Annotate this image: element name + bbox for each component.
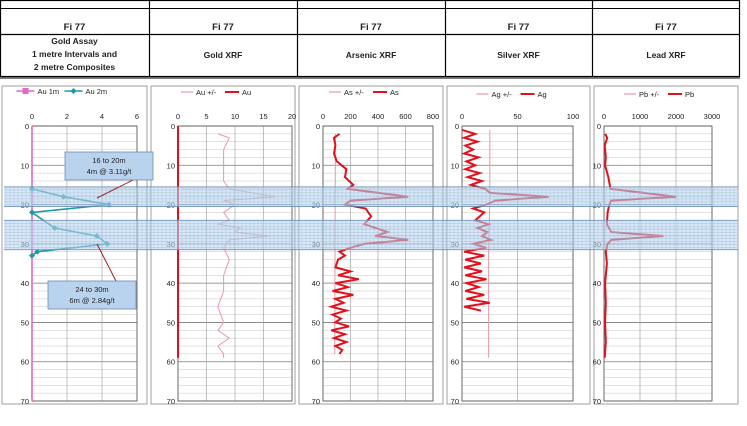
y-tick-label: 70 xyxy=(166,397,175,406)
y-tick-label: 50 xyxy=(20,318,29,328)
legend-label: Au 1m xyxy=(37,87,60,96)
panel-title: Fi 77 xyxy=(63,22,86,33)
y-tick-label: 50 xyxy=(166,318,175,328)
legend-label: Au 2m xyxy=(85,87,108,96)
panel-title: Fi 77 xyxy=(507,22,530,33)
x-tick-label: 400 xyxy=(371,112,385,121)
legend-label: Pb xyxy=(685,90,695,99)
x-tick-label: 0 xyxy=(29,112,35,121)
y-tick-label: 60 xyxy=(311,357,320,367)
panel-subtitle: 2 metre Composites xyxy=(33,62,116,72)
x-tick-label: 1000 xyxy=(631,112,649,121)
legend-label: Au xyxy=(242,88,252,97)
panel-subtitle: Gold XRF xyxy=(203,50,243,60)
panel-subtitle: 1 metre Intervals and xyxy=(31,49,118,59)
panel-title: Fi 77 xyxy=(212,22,234,33)
x-tick-label: 100 xyxy=(566,112,580,121)
y-tick-label: 40 xyxy=(311,279,320,289)
x-tick-label: 0 xyxy=(601,112,607,121)
y-tick-label: 70 xyxy=(311,397,320,406)
y-tick-label: 70 xyxy=(592,397,601,406)
legend-label: Ag +/- xyxy=(491,90,512,99)
x-tick-label: 2 xyxy=(64,112,70,121)
x-tick-label: 2000 xyxy=(667,112,685,121)
panel-subtitle: Gold Assay xyxy=(51,36,98,46)
x-tick-label: 5 xyxy=(204,112,209,121)
x-tick-label: 200 xyxy=(344,112,357,121)
legend-marker xyxy=(23,88,29,94)
y-tick-label: 0 xyxy=(596,122,601,131)
panel-title: Fi 77 xyxy=(360,22,382,33)
y-tick-label: 50 xyxy=(311,318,320,328)
y-tick-label: 40 xyxy=(592,279,601,289)
y-tick-label: 60 xyxy=(166,357,175,367)
x-tick-label: 10 xyxy=(230,112,240,121)
y-tick-label: 60 xyxy=(592,357,601,367)
y-tick-label: 60 xyxy=(20,357,29,367)
y-tick-label: 10 xyxy=(166,161,175,171)
x-tick-label: 50 xyxy=(513,112,522,121)
x-tick-label: 0 xyxy=(459,112,465,121)
legend-label: Pb +/- xyxy=(639,90,660,99)
annotation-text: 4m @ 3.11g/t xyxy=(86,167,132,176)
panel-title: Fi 77 xyxy=(655,22,677,33)
panel-subtitle: Lead XRF xyxy=(646,50,686,60)
x-tick-label: 0 xyxy=(175,112,181,121)
y-tick-label: 50 xyxy=(450,318,459,328)
x-tick-label: 0 xyxy=(320,112,326,121)
y-tick-label: 10 xyxy=(20,161,29,171)
y-tick-label: 40 xyxy=(20,279,29,289)
y-tick-label: 10 xyxy=(592,161,601,171)
y-tick-label: 50 xyxy=(592,318,601,328)
legend-label: Au +/- xyxy=(196,88,217,97)
legend-label: As xyxy=(390,88,399,97)
x-tick-label: 6 xyxy=(134,112,140,121)
y-tick-label: 70 xyxy=(450,397,459,406)
panel-subtitle: Silver XRF xyxy=(497,50,540,60)
annotation-text: 16 to 20m xyxy=(92,156,126,165)
y-tick-label: 40 xyxy=(450,279,459,289)
panel-1 xyxy=(2,22,147,406)
x-tick-label: 600 xyxy=(399,112,412,121)
x-tick-label: 4 xyxy=(99,112,105,121)
x-tick-label: 20 xyxy=(287,112,297,121)
y-tick-label: 10 xyxy=(450,161,459,171)
x-tick-label: 800 xyxy=(426,112,440,121)
annotation-text: 24 to 30m xyxy=(75,285,109,294)
x-tick-label: 15 xyxy=(259,112,268,121)
y-tick-label: 0 xyxy=(170,122,175,131)
y-tick-label: 10 xyxy=(311,161,320,171)
legend-label: Ag xyxy=(537,90,547,99)
panel-subtitle: Arsenic XRF xyxy=(345,50,397,60)
legend-label: As +/- xyxy=(344,88,364,97)
y-tick-label: 0 xyxy=(315,122,320,131)
y-tick-label: 0 xyxy=(24,122,29,131)
y-tick-label: 40 xyxy=(166,279,175,289)
y-tick-label: 70 xyxy=(20,397,29,406)
y-tick-label: 0 xyxy=(454,122,459,131)
x-tick-label: 3000 xyxy=(703,112,721,121)
annotation-text: 6m @ 2.84g/t xyxy=(69,296,115,305)
y-tick-label: 60 xyxy=(450,357,459,367)
